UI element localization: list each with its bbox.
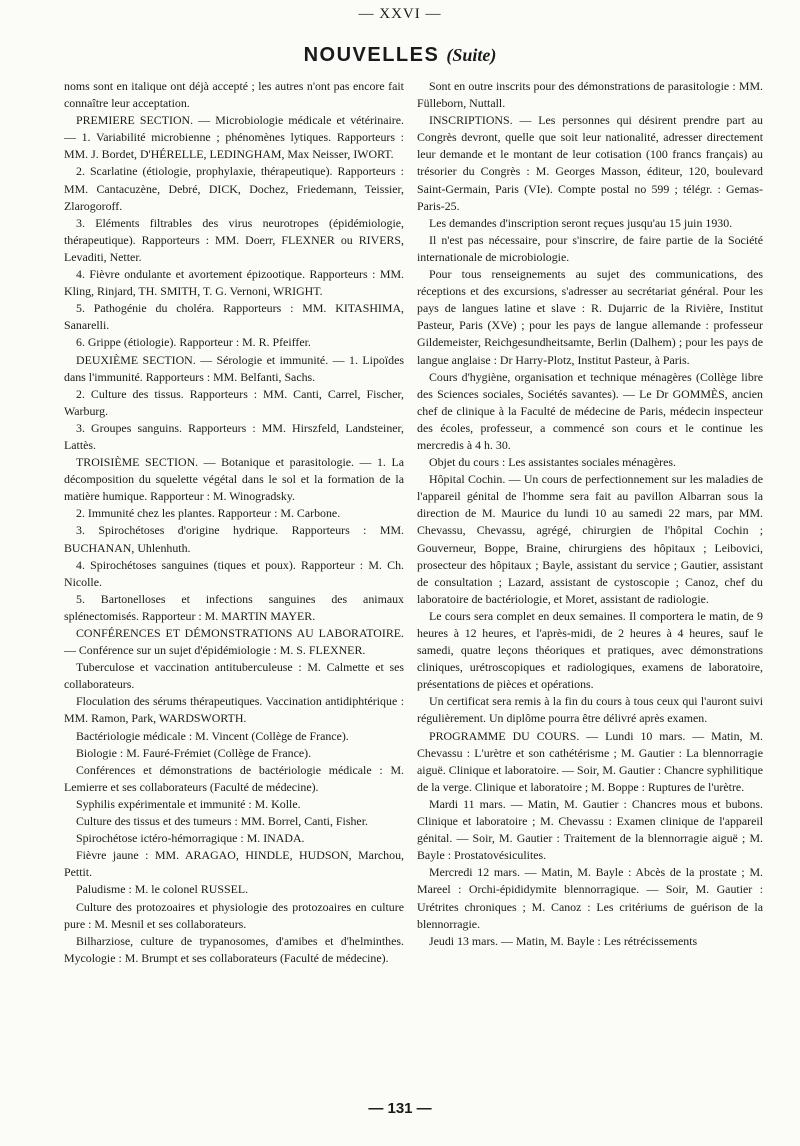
page-title [0,44,800,67]
paragraph: Fièvre jaune : MM. ARAGAO, HINDLE, HUDSON, Marchou, Pettit. [64,848,404,880]
paragraph: Conférences et démonstrations de bactériologie médicale : M. Lemierre et ses collaborateurs (Faculté de médecine). [64,762,404,794]
paragraph: 3. Eléments filtrables des virus neurotropes (épidémiologie, thérapeutique). Rapporteurs : MM. Doerr, FLEXNER ou RIVERS, Levaditi, Netter. [64,215,404,264]
right-column [417,78,763,950]
paragraph: TROISIÈME SECTION. — Botanique et parasitologie. — 1. La décomposition du squelette végétal dans le sol et la formation de la matière humique. Rapporteur : M. Winogradsky. [64,455,404,504]
paragraph: Mercredi 12 mars. — Matin, M. Bayle : Abcès de la prostate ; M. Mareel : Orchi-épididymite blennorragique. — Soir, M. Gautier : Urétrites chroniques ; M. Canoz : Les critériums de guérison de la blennorragie. [417,865,763,931]
paragraph: Culture des tissus et des tumeurs : MM. Borrel, Canti, Fisher. [76,814,368,829]
paragraph: 5. Pathogénie du choléra. Rapporteurs : MM. KITASHIMA, Sanarelli. [64,301,404,333]
paragraph: 5. Bartonelloses et infections sanguines des animaux splénectomisés. Rapporteur : M. MARTIN MAYER. [64,591,404,623]
paragraph: 6. Grippe (étiologie). Rapporteur : M. R. Pfeiffer. [76,335,311,350]
paragraph: Il n'est pas nécessaire, pour s'inscrire, de faire partie de la Société internationale de microbiologie. [417,232,763,264]
paragraph: Culture des protozoaires et physiologie des protozoaires en culture pure : M. Mesnil et ses collaborateurs. [64,899,404,931]
paragraph: Jeudi 13 mars. — Matin, M. Bayle : Les rétrécissements [429,933,698,948]
paragraph: Spirochétose ictéro-hémorragique : M. INADA. [76,831,305,846]
page-number: — 131 — [368,1100,432,1117]
paragraph: Syphilis expérimentale et immunité : M. Kolle. [76,796,301,811]
paragraph: Biologie : M. Fauré-Frémiet (Collège de France). [76,745,312,760]
paragraph: Un certificat sera remis à la fin du cours à tous ceux qui l'auront suivi régulièrement. Un diplôme pourra être délivré après examen. [417,694,763,726]
paragraph: 3. Groupes sanguins. Rapporteurs : MM. Hirszfeld, Landsteiner, Lattès. [64,420,404,452]
paragraph: Objet du cours : Les assistantes sociales ménagères. [429,455,676,470]
title-suite: (Suite) [446,45,497,65]
paragraph: 2. Immunité chez les plantes. Rapporteur : M. Carbone. [76,506,341,521]
paragraph: Pour tous renseignements au sujet des communications, des réceptions et des excursions, s'adresser au secrétariat général. Pour les pays de langues latine et slave : R. Dujarric de la Rivière, Institut Pasteur, Paris (XVe) ; pour les pays de langue allemande : professeur Gildemeister, Reichgesundheitsamte, Berlin (Dalhem) ; pour les pays de langue anglaise : Dr Harry-Plotz, Institut Pasteur, à Paris. [417,267,763,367]
paragraph: Le cours sera complet en deux semaines. Il comportera le matin, de 9 heures à 12 heures, et l'après-midi, de 2 heures à 4 heures, sauf le samedi, quatre leçons théoriques et pratiques, avec démonstrations cliniques, urétroscopiques et radiologiques, examens de laboratoire, présentations de pièces et opérations. [417,608,763,692]
paragraph: 2. Culture des tissus. Rapporteurs : MM. Canti, Carrel, Fischer, Warburg. [64,386,404,418]
paragraph: DEUXIÈME SECTION. — Sérologie et immunité. — 1. Lipoïdes dans l'immunité. Rapporteurs : MM. Belfanti, Sachs. [64,352,404,384]
paragraph: 3. Spirochétoses d'origine hydrique. Rapporteurs : MM. BUCHANAN, Uhlenhuth. [64,523,404,555]
roman-page-number: — XXVI — [358,6,442,22]
paragraph: PROGRAMME DU COURS. — Lundi 10 mars. — Matin, M. Chevassu : L'urètre et son cathétérisme ; M. Gautier : La blennorragie aiguë. Clinique et laboratoire. — Soir, M. Gautier : Chancre syphilitique de la verge. Clinique et laboratoire ; M. Boppe : Ruptures de l'urètre. [417,728,763,794]
paragraph: Mardi 11 mars. — Matin, M. Gautier : Chancres mous et bubons. Clinique et laboratoire ; M. Chevassu : Examen clinique de l'appareil génital. — Soir, M. Gautier : Traitement de la blennorragie aiguë ; M. Bayle : Prostatovésiculites. [417,796,763,863]
paragraph: Paludisme : M. le colonel RUSSEL. [76,882,249,897]
paragraph: noms sont en italique ont déjà accepté ; les autres n'ont pas encore fait connaître leur acceptation. [64,79,404,111]
paragraph: Cours d'hygiène, organisation et technique ménagères (Collège libre des Sciences sociales, Sociétés savantes). — Le Dr GOMMÈS, ancien chef de clinique à la Faculté de médecine de Paris, médecin inspecteur des écoles, professeur, a commencé son cours et le continue les mercredis à 4 h. 30. [417,369,763,452]
paragraph: Bilharziose, culture de trypanosomes, d'amibes et d'helminthes. Mycologie : M. Brumpt et ses collaborateurs (Faculté de médecine). [64,933,404,965]
paragraph: Tuberculose et vaccination antituberculeuse : M. Calmette et ses collaborateurs. [64,660,404,692]
paragraph: PREMIERE SECTION. — Microbiologie médicale et vétérinaire. — 1. Variabilité microbienne ; phénomènes lytiques. Rapporteurs : MM. J. Bordet, D'HÉRELLE, LEDINGHAM, Max Neisser, IWORT. [64,113,404,162]
paragraph: INSCRIPTIONS. — Les personnes qui désirent prendre part au Congrès devront, quelle que soit leur nationalité, adresser directement leur demande et le montant de leur cotisation (100 francs français) au trésorier du Congrès : M. Georges Masson, éditeur, 120, boulevard Saint-Germain, Paris (VIe). Compte postal no 599 ; télégr. : Gemas-Paris-25. [417,113,763,213]
paragraph: Sont en outre inscrits pour des démonstrations de parasitologie : MM. Fülleborn, Nuttall. [417,79,763,111]
paragraph: Les demandes d'inscription seront reçues jusqu'au 15 juin 1930. [429,215,733,230]
left-column [64,78,404,967]
paragraph: Hôpital Cochin. — Un cours de perfectionnement sur les maladies de l'appareil génital de l'homme sera fait au pavillon Albarran sous la direction de M. Maurice du lundi 10 au samedi 22 mars, par MM. Chevassu, Chevassu, agrégé, chirurgien de l'hôpital Cochin ; Gouverneur, Boppe, Braine, chirurgiens des hôpitaux ; Leibovici, prosecteur des hôpitaux ; Bayle, assistant du service ; Gautier, assistant de consultation ; Lazard, assistant de cystoscopie ; Canoz, chef du laboratoire de bactériologie, et Moret, assistant de radiologie. [417,472,763,606]
paragraph: Floculation des sérums thérapeutiques. Vaccination antidiphtérique : MM. Ramon, Park, WARDSWORTH. [64,694,404,726]
paragraph: 2. Scarlatine (étiologie, prophylaxie, thérapeutique). Rapporteurs : MM. Cantacuzène, Debré, DICK, Dochez, Friedemann, Teissier, Zlarogoroff. [64,164,404,213]
paragraph: 4. Fièvre ondulante et avortement épizootique. Rapporteurs : MM. Kling, Rinjard, TH. SMITH, T. G. Vernoni, WRIGHT. [64,267,404,299]
title-text: NOUVELLES [303,44,440,66]
paragraph: Bactériologie médicale : M. Vincent (Collège de France). [76,728,349,743]
paragraph: CONFÉRENCES ET DÉMONSTRATIONS AU LABORATOIRE. — Conférence sur un sujet d'épidémiologie : M. S. FLEXNER. [64,626,404,658]
paragraph: 4. Spirochétoses sanguines (tiques et poux). Rapporteur : M. Ch. Nicolle. [64,557,404,589]
